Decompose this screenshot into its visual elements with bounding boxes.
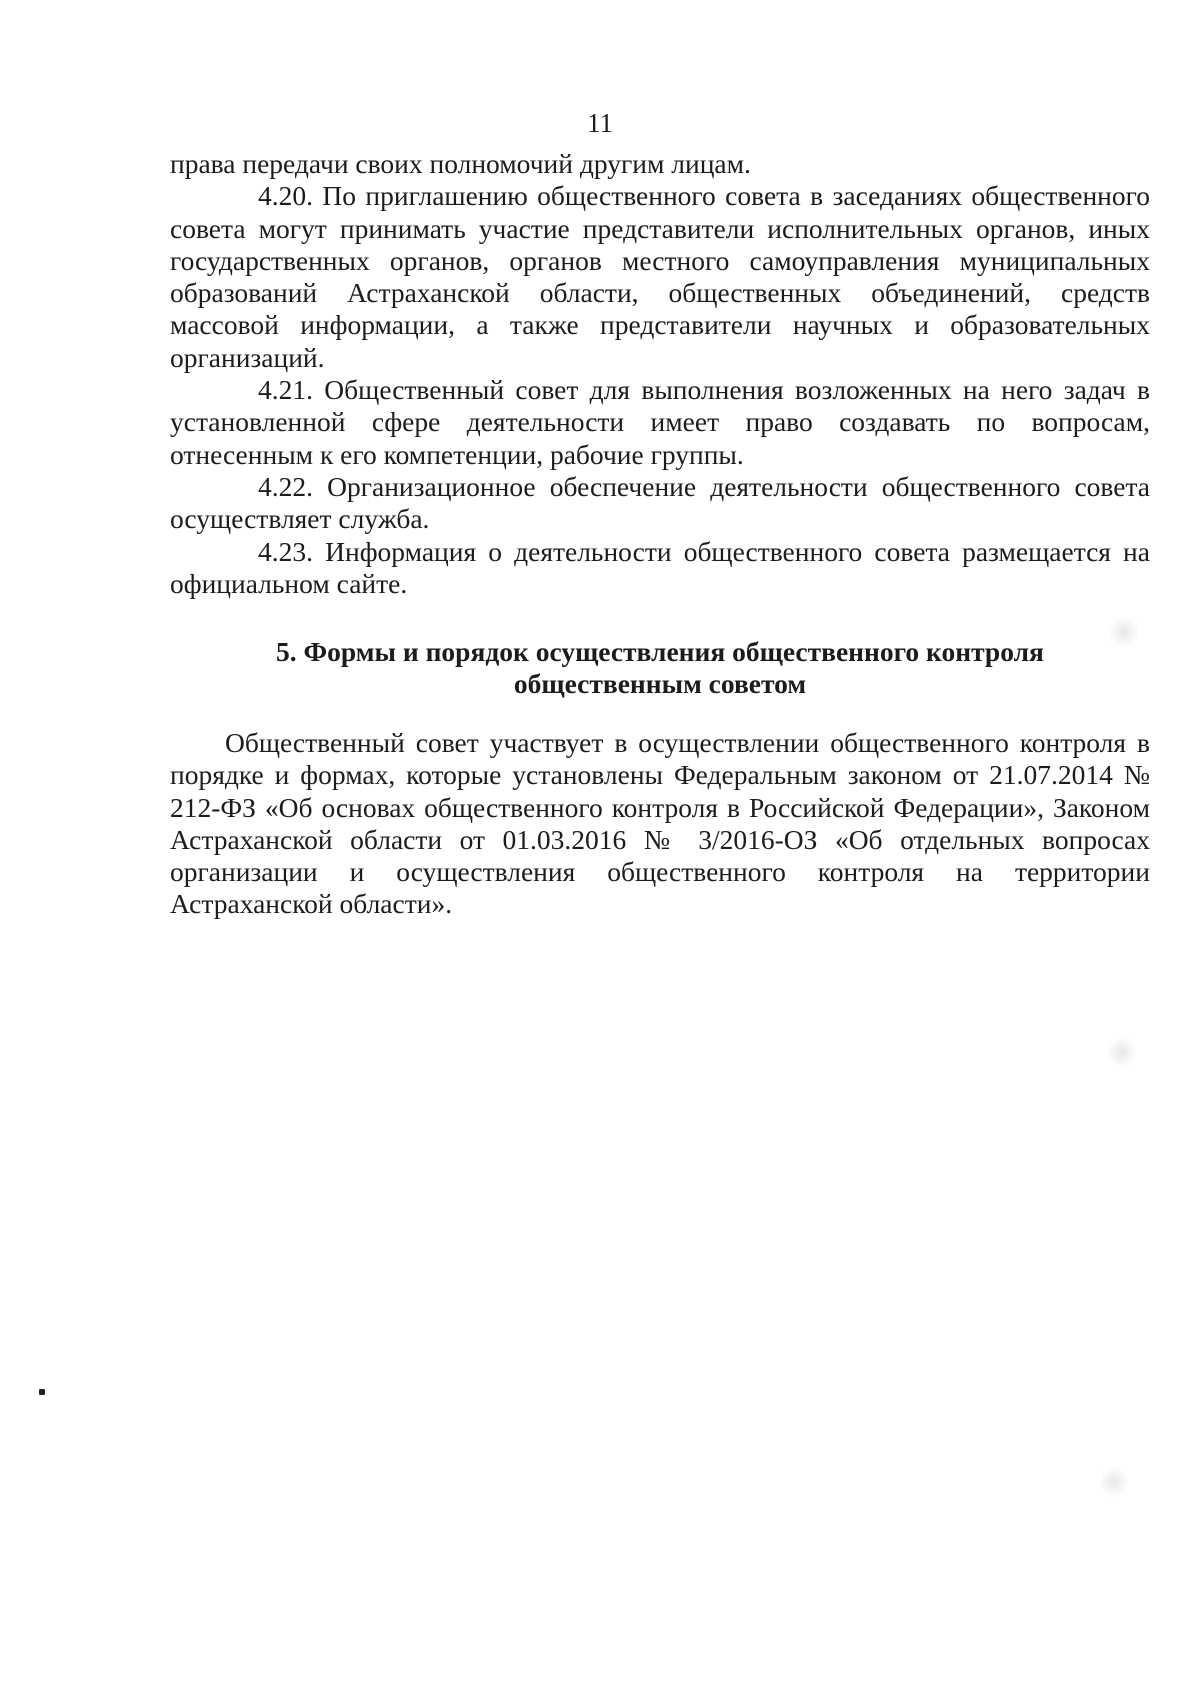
scan-smudge (1100, 1465, 1128, 1499)
section-paragraph: Общественный совет участвует в осуществлении общественного контроля в порядке и формах, которые установлены Федеральным законом от 21.07.2014 № 212-ФЗ «Об основах общественного контроля в Российской Федерации», Законом Астраханской области от 01.03.2016 № 3/2016-ОЗ «Об отдельных вопросах организации и осуществления общественного контроля на территории Астраханской области». (170, 727, 1150, 920)
scan-smudge (1110, 615, 1138, 649)
body-text-top (170, 148, 1150, 600)
section-heading-line-2: общественным советом (513, 668, 807, 699)
scan-smudge (1108, 1035, 1136, 1069)
paragraph-4-21: 4.21. Общественный совет для выполнения возложенных на него задач в установленной сфере деятельности имеет право создавать по вопросам, отнесенным к его компетенции, рабочие группы. (170, 374, 1150, 470)
paragraph-4-20: 4.20. По приглашению общественного совета в заседаниях общественного совета могут принимать участие представители исполнительных органов, иных государственных органов, органов местного самоуправления муниципальных образований Астраханской области, общественных объединений, средств массовой информации, а также представители научных и образовательных организаций. (170, 180, 1150, 373)
paragraph-4-23: 4.23. Информация о деятельности общественного совета размещается на официальном сайте. (170, 535, 1150, 599)
paragraph-4-22: 4.22. Организационное обеспечение деятельности общественного совета осуществляет служба. (170, 470, 1150, 535)
section-body (170, 727, 1150, 921)
scan-mark (39, 1389, 45, 1395)
paragraph-continuation: права передачи своих полномочий другим лицам. (170, 148, 751, 179)
section-heading (170, 636, 1150, 700)
section-heading-line-1: 5. Формы и порядок осуществления общественного контроля (276, 636, 1044, 667)
page-number: 11 (587, 108, 613, 138)
